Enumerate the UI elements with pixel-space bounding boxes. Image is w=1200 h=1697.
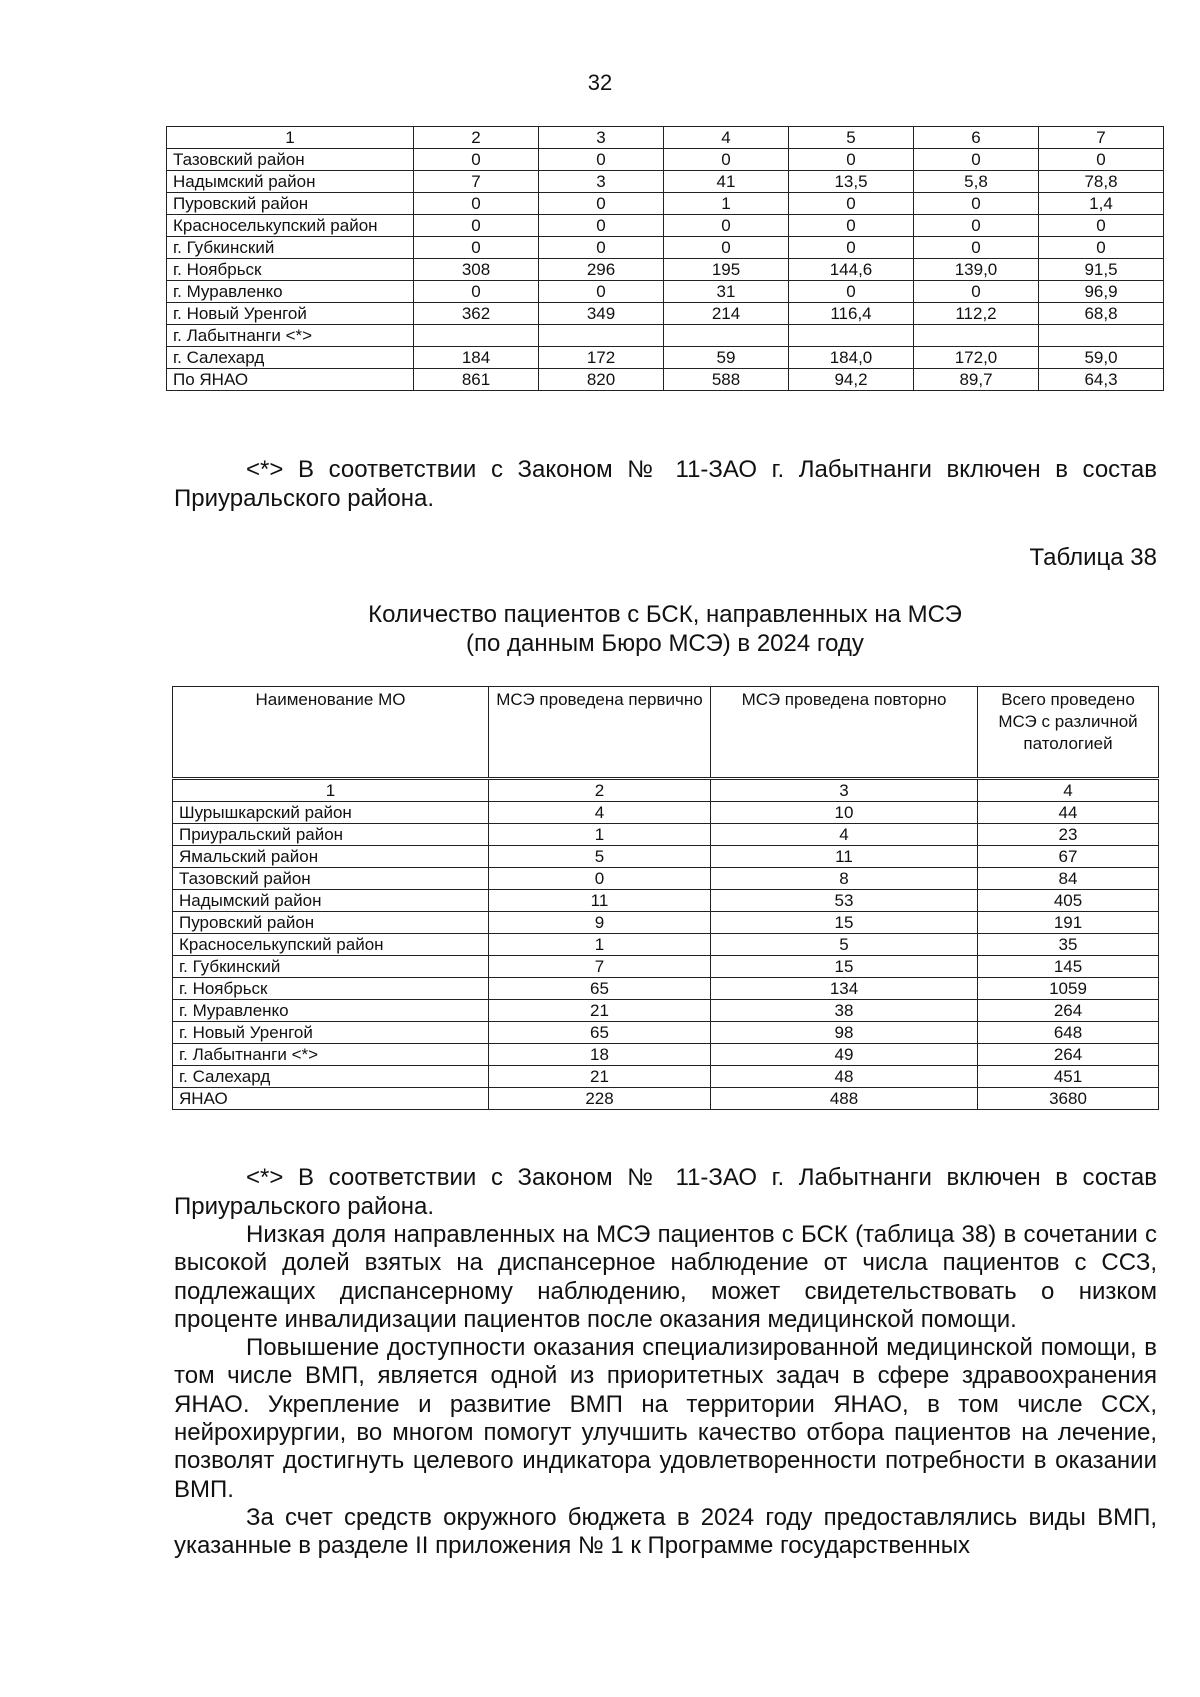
table-cell <box>789 325 914 347</box>
table-cell: 0 <box>539 193 664 215</box>
table-number-row <box>173 780 1159 802</box>
row-label: г. Салехард <box>173 1066 489 1088</box>
paragraph: Повышение доступности оказания специализированной медицинской помощи, в том числе ВМП, является одной из приоритетных задач в сфере здравоохранения ЯНАО. Укрепление и развитие ВМП на территории ЯНАО, в том числе ССХ, нейрохирургии, во многом помогут улучшить качество отбора пациентов на лечение, позволят достигнуть целевого индикатора удовлетворенности потребности в оказании ВМП. <box>174 1334 1157 1503</box>
table-row <box>167 215 1164 237</box>
table-cell: 48 <box>711 1066 978 1088</box>
table-cell: 3 <box>539 171 664 193</box>
table-row <box>173 934 1159 956</box>
table-cell: 648 <box>978 1022 1159 1044</box>
row-label: ЯНАО <box>173 1088 489 1110</box>
table-cell: 15 <box>711 956 978 978</box>
table-cell: 18 <box>489 1044 711 1066</box>
table-cell: 35 <box>978 934 1159 956</box>
table-cell: 59,0 <box>1039 347 1164 369</box>
row-label: Приуральский район <box>173 824 489 846</box>
table-cell: 1 <box>489 824 711 846</box>
table-cell: 91,5 <box>1039 259 1164 281</box>
table-cell: 488 <box>711 1088 978 1110</box>
table-row <box>167 369 1164 391</box>
page-number: 32 <box>587 70 613 95</box>
table-cell: 96,9 <box>1039 281 1164 303</box>
table-cell: 264 <box>978 1000 1159 1022</box>
table-cell: 172,0 <box>914 347 1039 369</box>
table-cell: 0 <box>1039 215 1164 237</box>
table-cell: 21 <box>489 1066 711 1088</box>
table-cell: 195 <box>664 259 789 281</box>
table-row <box>167 325 1164 347</box>
table-cell: 11 <box>711 846 978 868</box>
table-cell: 0 <box>1039 237 1164 259</box>
table-cell <box>414 325 539 347</box>
continuation-table <box>166 126 1164 391</box>
column-number: 4 <box>664 127 789 149</box>
table-cell: 0 <box>789 193 914 215</box>
row-label: По ЯНАО <box>167 369 414 391</box>
row-label: г. Муравленко <box>167 281 414 303</box>
table-cell: 0 <box>914 281 1039 303</box>
table-cell: 0 <box>414 193 539 215</box>
column-number: 1 <box>173 780 489 802</box>
table-cell: 134 <box>711 978 978 1000</box>
table-title-line: Количество пациентов с БСК, направленных на МСЭ <box>368 601 962 628</box>
table-row <box>167 303 1164 325</box>
table-row <box>173 1044 1159 1066</box>
table-row <box>167 193 1164 215</box>
column-number: 1 <box>167 127 414 149</box>
table-cell: 308 <box>414 259 539 281</box>
table-cell: 139,0 <box>914 259 1039 281</box>
table-cell: 820 <box>539 369 664 391</box>
table-cell: 59 <box>664 347 789 369</box>
table-row <box>167 149 1164 171</box>
table-cell: 588 <box>664 369 789 391</box>
table-row <box>173 802 1159 824</box>
table-cell: 0 <box>664 149 789 171</box>
footnote: <*> В соответствии с Законом № 11-ЗАО г. Лабытнанги включен в состав Приуральского района. <box>174 456 1157 512</box>
column-number: 7 <box>1039 127 1164 149</box>
table-row <box>167 237 1164 259</box>
table-row <box>167 259 1164 281</box>
table-cell: 49 <box>711 1044 978 1066</box>
table-cell: 0 <box>414 215 539 237</box>
table-cell: 405 <box>978 890 1159 912</box>
table-cell: 112,2 <box>914 303 1039 325</box>
table-cell: 0 <box>914 237 1039 259</box>
column-number: 5 <box>789 127 914 149</box>
table-38 <box>172 779 1159 1110</box>
table-cell: 1 <box>664 193 789 215</box>
table-cell: 38 <box>711 1000 978 1022</box>
table-cell: 5 <box>711 934 978 956</box>
paragraph: Низкая доля направленных на МСЭ пациентов с БСК (таблица 38) в сочетании с высокой долей взятых на диспансерное наблюдение от числа пациентов с ССЗ, подлежащих диспансерному наблюдению, может свидетельствовать о низком проценте инвалидизации пациентов после оказания медицинской помощи. <box>174 1221 1157 1333</box>
table-cell <box>539 325 664 347</box>
table-cell <box>1039 325 1164 347</box>
table-cell: 89,7 <box>914 369 1039 391</box>
table-row <box>167 171 1164 193</box>
table-row <box>173 824 1159 846</box>
row-label: г. Новый Уренгой <box>173 1022 489 1044</box>
table-row <box>173 956 1159 978</box>
table-cell: 94,2 <box>789 369 914 391</box>
table-cell: 0 <box>789 237 914 259</box>
table-row <box>173 846 1159 868</box>
column-number: 2 <box>489 780 711 802</box>
row-label: г. Лабытнанги <*> <box>173 1044 489 1066</box>
table-cell: 5 <box>489 846 711 868</box>
table-cell: 65 <box>489 1022 711 1044</box>
table-cell: 68,8 <box>1039 303 1164 325</box>
table-cell: 0 <box>664 237 789 259</box>
table-cell: 451 <box>978 1066 1159 1088</box>
table-cell: 1,4 <box>1039 193 1164 215</box>
paragraph: За счет средств окружного бюджета в 2024 году предоставлялись виды ВМП, указанные в разделе II приложения № 1 к Программе государственных <box>174 1503 1157 1560</box>
table-cell: 64,3 <box>1039 369 1164 391</box>
table-cell: 191 <box>978 912 1159 934</box>
table-cell: 4 <box>711 824 978 846</box>
table-cell: 362 <box>414 303 539 325</box>
table-cell: 78,8 <box>1039 171 1164 193</box>
table-cell: 0 <box>664 215 789 237</box>
table-cell: 41 <box>664 171 789 193</box>
table-cell: 0 <box>414 149 539 171</box>
table-label: Таблица 38 <box>1029 544 1157 571</box>
table-cell: 8 <box>711 868 978 890</box>
table-cell: 0 <box>1039 149 1164 171</box>
table-cell: 0 <box>414 281 539 303</box>
table-cell: 0 <box>914 215 1039 237</box>
table-cell: 3680 <box>978 1088 1159 1110</box>
column-header: МСЭ проведена повторно <box>711 687 978 778</box>
table-row <box>173 868 1159 890</box>
row-label: Красноселькупский район <box>173 934 489 956</box>
table-cell: 145 <box>978 956 1159 978</box>
column-header: Всего проведено МСЭ с различной патологией <box>978 687 1159 778</box>
table-cell: 228 <box>489 1088 711 1110</box>
table-cell: 0 <box>789 149 914 171</box>
row-label: Ямальский район <box>173 846 489 868</box>
table-header-row <box>167 127 1164 149</box>
row-label: г. Новый Уренгой <box>167 303 414 325</box>
table-cell: 9 <box>489 912 711 934</box>
table-cell: 0 <box>489 868 711 890</box>
table-row <box>173 1000 1159 1022</box>
row-label: г. Ноябрьск <box>167 259 414 281</box>
table-cell: 116,4 <box>789 303 914 325</box>
table-cell: 0 <box>914 149 1039 171</box>
table-cell: 65 <box>489 978 711 1000</box>
footnote: <*> В соответствии с Законом № 11-ЗАО г. Лабытнанги включен в состав Приуральского района. <box>174 1164 1157 1220</box>
table-cell: 31 <box>664 281 789 303</box>
table-cell: 296 <box>539 259 664 281</box>
table-38-header <box>172 686 1159 778</box>
table-cell: 0 <box>539 215 664 237</box>
table-cell: 23 <box>978 824 1159 846</box>
table-cell: 0 <box>789 215 914 237</box>
table-cell: 0 <box>539 149 664 171</box>
table-row <box>167 347 1164 369</box>
row-label: Тазовский район <box>173 868 489 890</box>
row-label: г. Губкинский <box>173 956 489 978</box>
row-label: Пуровский район <box>173 912 489 934</box>
table-row <box>173 1022 1159 1044</box>
row-label: Пуровский район <box>167 193 414 215</box>
table-cell: 172 <box>539 347 664 369</box>
table-cell: 11 <box>489 890 711 912</box>
table-cell: 1 <box>489 934 711 956</box>
column-number: 2 <box>414 127 539 149</box>
table-cell: 264 <box>978 1044 1159 1066</box>
table-cell: 21 <box>489 1000 711 1022</box>
table-cell: 44 <box>978 802 1159 824</box>
row-label: Надымский район <box>167 171 414 193</box>
table-cell: 67 <box>978 846 1159 868</box>
table-cell: 15 <box>711 912 978 934</box>
table-cell: 10 <box>711 802 978 824</box>
column-number: 6 <box>914 127 1039 149</box>
table-cell: 144,6 <box>789 259 914 281</box>
row-label: Тазовский район <box>167 149 414 171</box>
table-title <box>0 600 1200 658</box>
table-cell: 184,0 <box>789 347 914 369</box>
row-label: Шурышкарский район <box>173 802 489 824</box>
table-row <box>173 1066 1159 1088</box>
table-cell: 349 <box>539 303 664 325</box>
column-header: МСЭ проведена первично <box>489 687 711 778</box>
row-label: г. Ноябрьск <box>173 978 489 1000</box>
row-label: Красноселькупский район <box>167 215 414 237</box>
table-row <box>167 281 1164 303</box>
row-label: г. Лабытнанги <*> <box>167 325 414 347</box>
row-label: г. Муравленко <box>173 1000 489 1022</box>
table-cell: 13,5 <box>789 171 914 193</box>
table-row <box>173 1088 1159 1110</box>
column-number: 4 <box>978 780 1159 802</box>
table-cell: 0 <box>414 237 539 259</box>
table-cell: 0 <box>539 281 664 303</box>
table-title-line: (по данным Бюро МСЭ) в 2024 году <box>466 630 864 657</box>
column-number: 3 <box>539 127 664 149</box>
table-cell: 84 <box>978 868 1159 890</box>
table-cell: 184 <box>414 347 539 369</box>
table-cell: 7 <box>414 171 539 193</box>
table-cell: 0 <box>539 237 664 259</box>
table-cell: 1059 <box>978 978 1159 1000</box>
table-cell: 7 <box>489 956 711 978</box>
body-text <box>174 1221 1157 1561</box>
table-cell: 0 <box>914 193 1039 215</box>
table-cell: 5,8 <box>914 171 1039 193</box>
row-label: Надымский район <box>173 890 489 912</box>
table-row <box>173 912 1159 934</box>
table-cell: 4 <box>489 802 711 824</box>
column-header: Наименование МО <box>173 687 489 778</box>
column-number: 3 <box>711 780 978 802</box>
table-cell: 214 <box>664 303 789 325</box>
table-cell <box>664 325 789 347</box>
table-cell <box>914 325 1039 347</box>
table-cell: 53 <box>711 890 978 912</box>
table-cell: 98 <box>711 1022 978 1044</box>
row-label: г. Губкинский <box>167 237 414 259</box>
table-header-row <box>173 687 1159 778</box>
table-row <box>173 978 1159 1000</box>
table-row <box>173 890 1159 912</box>
row-label: г. Салехард <box>167 347 414 369</box>
table-cell: 861 <box>414 369 539 391</box>
table-cell: 0 <box>789 281 914 303</box>
